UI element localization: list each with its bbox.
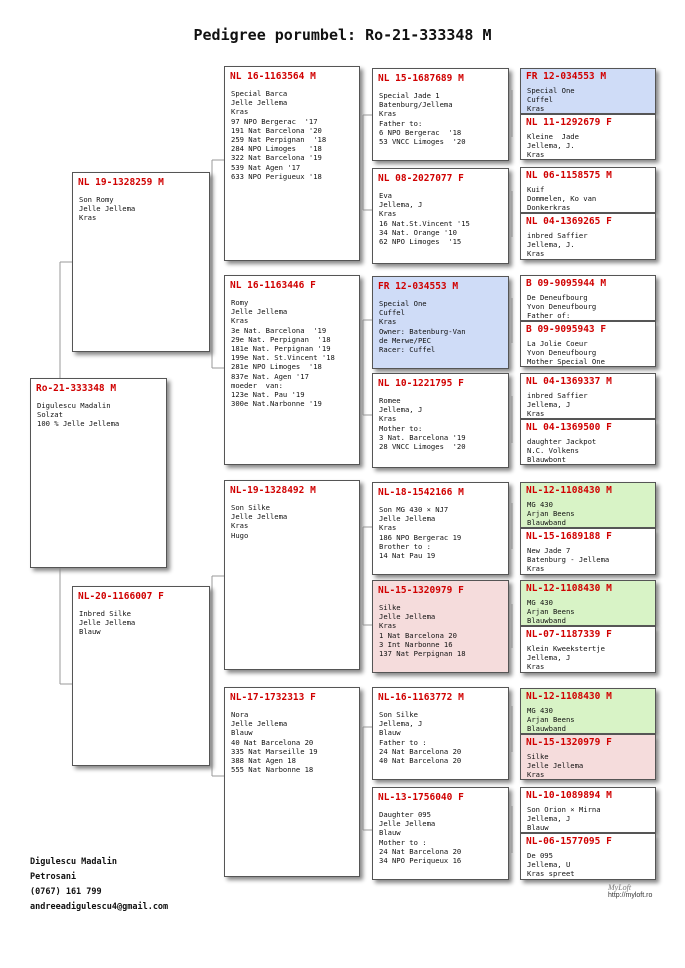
detail-line: Jellema, J (379, 405, 423, 415)
ring-number: NL-15-1320979 F (378, 585, 464, 596)
detail-line: 1 Nat Barcelona 20 (379, 630, 457, 640)
ring-number: NL 11-1292679 F (526, 117, 612, 128)
ring-number: NL 16-1163564 M (230, 71, 316, 82)
detail-line: Yvon Deneufbourg (527, 348, 597, 358)
pigeon-card-gen3[interactable] (372, 482, 509, 575)
detail-line: 539 Nat Agen '17 (231, 162, 301, 172)
pigeon-card-gen3[interactable] (372, 276, 509, 369)
detail-line: 62 NPO Limoges '15 (379, 237, 462, 247)
pigeon-card-gen3[interactable] (372, 580, 509, 673)
ring-number: NL 10-1221795 F (378, 378, 464, 389)
detail-line: Kras (379, 317, 397, 327)
pigeon-card-gen3[interactable] (372, 373, 509, 468)
detail-line: Owner: Batenburg-Van (379, 326, 466, 336)
pigeon-details (521, 387, 655, 419)
ring-number: B 09-9095944 M (526, 278, 607, 289)
detail-line: Kuif (527, 185, 545, 194)
ring-number: NL 04-1369337 M (526, 376, 612, 387)
detail-line: 100 % Jelle Jellema (37, 419, 120, 429)
detail-line: 24 Nat Barcelona 20 (379, 746, 462, 756)
detail-line: Jellema, J. (527, 240, 575, 250)
ring-number: Ro-21-333348 M (36, 383, 117, 394)
detail-line: Jelle Jellema (379, 819, 436, 829)
detail-line: MG 430 (527, 598, 553, 607)
detail-line: De 095 (527, 851, 553, 860)
detail-line: Kras (527, 770, 545, 780)
detail-line: Jelle Jellema (231, 719, 288, 729)
ring-number: NL-12-1108430 M (526, 691, 612, 702)
detail-line: 14 Nat Pau 19 (379, 551, 436, 561)
detail-line: 16 Nat.St.Vincent '15 (379, 218, 470, 228)
detail-line: 123e Nat. Pau '19 (231, 390, 305, 400)
pigeon-details (73, 602, 209, 637)
logo-url[interactable]: http://myloft.ro (608, 892, 653, 899)
detail-line: Son Silke (231, 503, 270, 512)
detail-line: Kras (527, 150, 545, 160)
pigeon-card-gen4[interactable] (520, 114, 656, 160)
detail-line: 335 Nat Marseille 19 (231, 746, 318, 756)
pigeon-card-gen2[interactable] (224, 687, 360, 877)
ring-number: NL-17-1732313 F (230, 692, 316, 703)
pigeon-card-gen3[interactable] (372, 168, 509, 264)
pigeon-card-gen4[interactable] (520, 688, 656, 734)
pigeon-details (521, 128, 655, 160)
detail-line: Cuffel (527, 95, 553, 105)
detail-line: Blauwband (527, 518, 566, 528)
detail-line: 137 Nat Perpignan 18 (379, 649, 466, 659)
pigeon-card-gen4[interactable] (520, 275, 656, 321)
detail-line: Blauw (231, 728, 253, 738)
pigeon-card-gen4[interactable] (520, 833, 656, 880)
detail-line: Silke (527, 752, 549, 761)
ring-number: NL-16-1163772 M (378, 692, 464, 703)
pigeon-details (521, 82, 655, 114)
pigeon-card-gen4[interactable] (520, 787, 656, 833)
ring-number: NL 08-2027077 F (378, 173, 464, 184)
ring-number: FR 12-034553 M (526, 71, 607, 82)
detail-line: Jellema, J (527, 814, 571, 824)
pigeon-card-gen4[interactable] (520, 419, 656, 465)
pigeon-details (31, 394, 166, 429)
ring-number: NL 04-1369265 F (526, 216, 612, 227)
detail-line: daughter Jackpot (527, 437, 597, 446)
detail-line: Jellema, J (527, 653, 571, 663)
pigeon-card-gen4[interactable] (520, 482, 656, 528)
detail-line: Kras (379, 621, 397, 631)
detail-line: 555 Nat Narbonne 18 (231, 765, 314, 775)
detail-line: Brother to : (379, 541, 431, 551)
detail-line: Silke (379, 603, 401, 612)
owner-name: Digulescu Madalin (30, 857, 117, 867)
detail-line: Nora (231, 710, 249, 719)
myloft-logo (608, 883, 652, 899)
detail-line: Donkerkras (527, 203, 571, 213)
detail-line: Son Orion × Mirna (527, 805, 601, 814)
detail-line: Jelle Jellema (379, 612, 436, 622)
detail-line: Jellema, J (527, 400, 571, 410)
ring-number: FR 12-034553 M (378, 281, 459, 292)
pigeon-card-gen4[interactable] (520, 734, 656, 780)
detail-line: Kras (379, 109, 397, 119)
ring-number: B 09-9095943 F (526, 324, 607, 335)
pigeon-details (225, 703, 359, 774)
detail-line: Kras (527, 249, 545, 259)
pigeon-details (373, 596, 508, 658)
pigeon-details (521, 702, 655, 734)
detail-line: Blauw (379, 728, 401, 738)
detail-line: Kras (231, 521, 249, 531)
detail-line: Jellema, J. (527, 141, 575, 151)
detail-line: Arjan Beens (527, 509, 575, 519)
detail-line: 186 NPO Bergerac 19 (379, 532, 462, 542)
owner-info (30, 855, 168, 915)
detail-line: 3 Int Narbonne 16 (379, 639, 453, 649)
detail-line: La Jolie Coeur (527, 339, 588, 348)
ring-number: NL-13-1756040 F (378, 792, 464, 803)
pigeon-details (225, 496, 359, 540)
pigeon-details (373, 703, 508, 765)
ring-number: NL-12-1108430 M (526, 583, 612, 594)
owner-phone: (0767) 161 799 (30, 887, 102, 897)
detail-line: Father to : (379, 737, 427, 747)
detail-line: 6 NPO Bergerac '18 (379, 127, 462, 137)
detail-line: moeder van: (231, 380, 283, 390)
ring-number: NL 06-1158575 M (526, 170, 612, 181)
detail-line: Special One (527, 86, 575, 95)
detail-line: Kras (527, 662, 545, 672)
detail-line: Kras (79, 213, 97, 223)
detail-line: Kras (379, 414, 397, 424)
pigeon-details (521, 594, 655, 626)
pigeon-details (373, 84, 508, 146)
detail-line: Jellema, U (527, 860, 571, 870)
detail-line: 191 Nat Barcelona '20 (231, 125, 322, 135)
detail-line: Arjan Beens (527, 715, 575, 725)
ring-number: NL 16-1163446 F (230, 280, 316, 291)
pigeon-card-gen4[interactable] (520, 213, 656, 260)
ring-number: NL-12-1108430 M (526, 485, 612, 496)
detail-line: 322 Nat Barcelona '19 (231, 153, 322, 163)
detail-line: Blauwbont (527, 455, 566, 465)
pigeon-card-gen4[interactable] (520, 167, 656, 213)
detail-line: Kras (527, 409, 545, 419)
detail-line: 40 Nat Barcelona 20 (379, 756, 462, 766)
pigeon-details (373, 803, 508, 865)
detail-line: Cuffel (379, 308, 405, 318)
pigeon-card-gen2[interactable] (224, 275, 360, 465)
ring-number: NL 15-1687689 M (378, 73, 464, 84)
detail-line: 40 Nat Barcelona 20 (231, 737, 314, 747)
detail-line: 281e NPO Limoges '18 (231, 362, 322, 372)
pigeon-details (521, 748, 655, 780)
detail-line: Blauw (79, 627, 101, 637)
ring-number: NL-18-1542166 M (378, 487, 464, 498)
pigeon-card-subject[interactable] (30, 378, 167, 568)
pigeon-card-gen4[interactable] (520, 373, 656, 419)
ring-number: NL 04-1369500 F (526, 422, 612, 433)
detail-line: Hugo (231, 530, 249, 540)
detail-line: Jelle Jellema (231, 512, 288, 522)
detail-line: Mother Special One (527, 357, 605, 367)
owner-email[interactable]: andreeadigulescu4@gmail.com (30, 902, 169, 912)
detail-line: Son Silke (379, 710, 418, 719)
pigeon-card-gen4[interactable] (520, 580, 656, 626)
ring-number: NL-15-1320979 F (526, 737, 612, 748)
detail-line: 181e Nat. Perpignan '19 (231, 344, 331, 354)
detail-line: 28 VNCC Limoges '20 (379, 442, 466, 452)
detail-line: Jelle Jellema (231, 98, 288, 108)
pigeon-details (521, 227, 655, 259)
pigeon-card-gen4[interactable] (520, 528, 656, 575)
pigeon-card-gen1[interactable] (72, 586, 210, 766)
detail-line: 199e Nat. St.Vincent '18 (231, 353, 335, 363)
pigeon-card-gen2[interactable] (224, 480, 360, 670)
detail-line: De Deneufbourg (527, 293, 588, 302)
pigeon-card-gen3[interactable] (372, 787, 509, 880)
detail-line: Kras spreet (527, 869, 575, 879)
detail-line: Racer: Cuffel (379, 345, 436, 355)
detail-line: Mother to: (379, 423, 423, 433)
detail-line: 53 VNCC Limoges '20 (379, 137, 466, 147)
detail-line: Special Jade 1 (379, 91, 440, 100)
pigeon-details (521, 542, 655, 574)
pigeon-card-gen1[interactable] (72, 172, 210, 352)
detail-line: Kras (527, 564, 545, 574)
detail-line: 259 Nat Perpignan '18 (231, 135, 327, 145)
detail-line: de Merwe/PEC (379, 335, 431, 345)
ring-number: NL-07-1187339 F (526, 629, 612, 640)
pigeon-details (373, 292, 508, 354)
detail-line: Jelle Jellema (79, 204, 136, 214)
detail-line: Blauwband (527, 724, 566, 734)
detail-line: Father to: (379, 118, 423, 128)
detail-line: New Jade 7 (527, 546, 571, 555)
pigeon-details (521, 335, 655, 367)
detail-line: 3 Nat. Barcelona '19 (379, 432, 466, 442)
detail-line: inbred Saffier (527, 391, 588, 400)
detail-line: 24 Nat Barcelona 20 (379, 846, 462, 856)
pigeon-card-gen3[interactable] (372, 687, 509, 780)
detail-line: Blauw (379, 828, 401, 838)
pigeon-details (73, 188, 209, 223)
detail-line: 388 Nat Agen 18 (231, 756, 296, 766)
detail-line: Jellema, J (379, 200, 423, 210)
detail-line: Father of: (527, 311, 571, 321)
detail-line: Kras (379, 523, 397, 533)
detail-line: Son MG 430 × NJ7 (379, 505, 449, 514)
detail-line: 34 NPO Periqueux 16 (379, 856, 462, 866)
pigeon-details (521, 801, 655, 833)
pigeon-details (225, 291, 359, 408)
pigeon-details (521, 640, 655, 672)
owner-city: Petrosani (30, 872, 77, 882)
detail-line: Yvon Deneufbourg (527, 302, 597, 312)
detail-line: Romy (231, 298, 249, 307)
detail-line: 300e Nat.Narbonne '19 (231, 399, 322, 409)
detail-line: 97 NPO Bergerac '17 (231, 116, 318, 126)
pigeon-card-gen4[interactable] (520, 626, 656, 673)
detail-line: Mother to : (379, 837, 427, 847)
pigeon-details (225, 82, 359, 181)
detail-line: Kras (379, 209, 397, 219)
detail-line: Special One (379, 299, 427, 308)
detail-line: Inbred Silke (79, 609, 131, 618)
detail-line: Blauw (527, 823, 549, 833)
detail-line: Daughter 095 (379, 810, 431, 819)
detail-line: Jelle Jellema (231, 307, 288, 317)
detail-line: Jellema, J (379, 719, 423, 729)
detail-line: Eva (379, 191, 392, 200)
detail-line: Blauwband (527, 616, 566, 626)
detail-line: Klein Kweekstertje (527, 644, 605, 653)
detail-line: Son Romy (79, 195, 114, 204)
detail-line: 34 Nat. Orange '10 (379, 227, 457, 237)
detail-line: MG 430 (527, 706, 553, 715)
ring-number: NL 19-1328259 M (78, 177, 164, 188)
detail-line: Arjan Beens (527, 607, 575, 617)
pigeon-card-gen3[interactable] (372, 68, 509, 161)
detail-line: Batenburg/Jellema (379, 100, 453, 110)
detail-line: MG 430 (527, 500, 553, 509)
detail-line: 284 NPO Limoges '18 (231, 144, 322, 154)
detail-line: Special Barca (231, 89, 288, 98)
detail-line: inbred Saffier (527, 231, 588, 240)
pigeon-details (373, 184, 508, 246)
pigeon-details (521, 181, 655, 213)
pigeon-details (373, 498, 508, 560)
detail-line: Jelle Jellema (79, 618, 136, 628)
pigeon-details (521, 847, 655, 879)
pigeon-card-gen4[interactable] (520, 321, 656, 367)
logo-signature: MyLoft (608, 883, 632, 892)
detail-line: Kras (231, 107, 249, 117)
detail-line: Jelle Jellema (379, 514, 436, 524)
detail-line: Solzat (37, 410, 63, 420)
detail-line: 633 NPO Perigueux '18 (231, 171, 322, 181)
ring-number: NL-20-1166007 F (78, 591, 164, 602)
ring-number: NL-15-1689188 F (526, 531, 612, 542)
pigeon-details (521, 496, 655, 528)
detail-line: Kras (231, 316, 249, 326)
pigeon-details (521, 433, 655, 465)
detail-line: Batenburg - Jellema (527, 555, 610, 565)
pigeon-details (521, 289, 655, 321)
detail-line: Kleine Jade (527, 132, 579, 141)
detail-line: Digulescu Madalin (37, 401, 111, 410)
detail-line: 837e Nat. Agen '17 (231, 371, 309, 381)
ring-number: NL-19-1328492 M (230, 485, 316, 496)
detail-line: 3e Nat. Barcelona '19 (231, 325, 327, 335)
detail-line: N.C. Volkens (527, 446, 579, 456)
detail-line: Jelle Jellema (527, 761, 584, 771)
detail-line: Romee (379, 396, 401, 405)
page-title: Pedigree porumbel: Ro-21-333348 M (193, 26, 492, 44)
pigeon-details (373, 389, 508, 451)
detail-line: 29e Nat. Perpignan '18 (231, 334, 331, 344)
detail-line: Kras (527, 104, 545, 114)
detail-line: Dommelen, Ko van (527, 194, 597, 204)
ring-number: NL-10-1089894 M (526, 790, 612, 801)
pigeon-card-gen2[interactable] (224, 66, 360, 261)
ring-number: NL-06-1577095 F (526, 836, 612, 847)
pigeon-card-gen4[interactable] (520, 68, 656, 114)
